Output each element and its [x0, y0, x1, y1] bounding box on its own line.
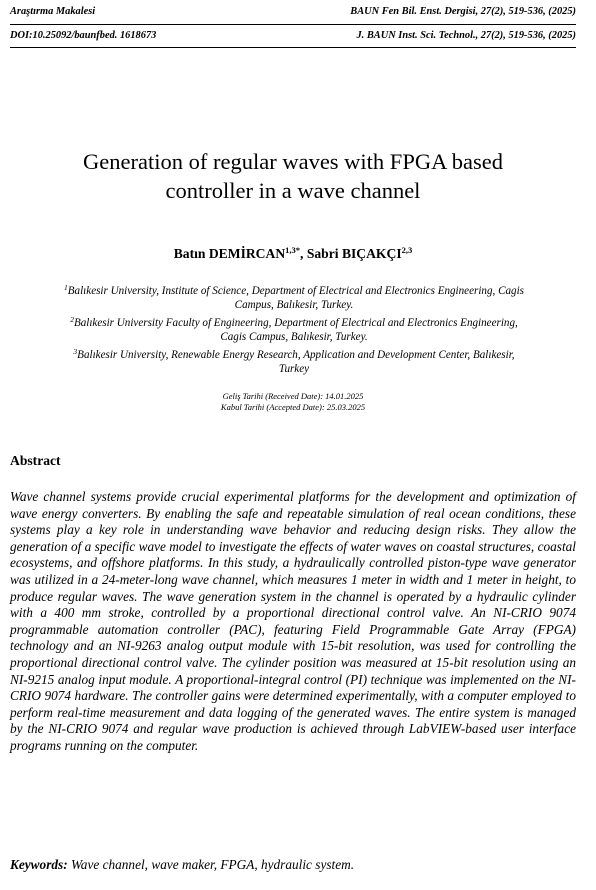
title-line-1: Generation of regular waves with FPGA based [83, 149, 503, 174]
affiliation-3-mark: 3 [73, 346, 78, 356]
author-1-name: Batın DEMİRCAN [173, 246, 286, 261]
article-type: Araştırma Makalesi [10, 6, 96, 17]
header-row-bottom [10, 30, 576, 44]
affiliation-2-mark: 2 [70, 314, 74, 324]
author-list [20, 245, 566, 262]
affiliation-1 [18, 281, 570, 313]
keywords-text: Wave channel, wave maker, FPGA, hydraulic system. [67, 857, 355, 872]
affiliation-1-mark: 1 [64, 283, 68, 292]
journal-citation-tr: BAUN Fen Bil. Enst. Dergisi, 27(2), 519-536, (2025) [350, 6, 576, 17]
author-1-affiliation-marks: 1,3* [285, 245, 301, 255]
affiliation-3 [18, 345, 570, 377]
header-divider-top [10, 24, 576, 25]
affiliation-3-line-2: Turkey [278, 363, 310, 376]
affiliation-2-line-1: Balıkesir University Faculty of Engineering, Department of Electrical and Electronics Engineering, [73, 316, 518, 329]
affiliation-1-line-1: Balıkesir University, Institute of Science, Department of Electrical and Electronics Engineering, Cagis [67, 285, 524, 297]
abstract-text: Wave channel systems provide crucial experimental platforms for the development and optimization of wave energy converters. By enabling the safe and repeatable simulation of real ocean conditions, these systems play a key role in understanding wave behavior and reducing design risks. They allow the generation of a specific wave model to investigate the effects of water waves on coastal structures, coastal ecosystems, and offshore platforms. In this study, a hydraulically controlled piston-type wave generator was utilized in a 24-meter-long wave channel, which measures 1 meter in width and 1 meter in height, to produce regular waves. The wave generation system in the channel is operated by a hydraulic cylinder with a 400 mm stroke, controlled by a proportional directional control valve. An NI-CRIO 9074 programmable automation controller (PAC), featuring Field Programmable Gate Array (FPGA) technology and an NI-9263 analog output module with 15-bit resolution, was used for controlling the proportional directional control valve. The cylinder position was measured at 15-bit resolution using an NI-9215 analog input module. A proportional-integral control (PI) technique was implemented on the NI-CRIO 9074 hardware. The controller gains were determined experimentally, with a computer employed to perform real-time measurement and data logging of the generated waves. The entire system is managed by the NI-CRIO 9074 and regular wave production is achieved through LabVIEW-based user interface programs running on the computer. [10, 489, 576, 753]
author-2-name: Sabri BIÇAKÇI [306, 246, 402, 261]
affiliation-2-line-2: Cagis Campus, Balıkesir, Turkey. [220, 331, 368, 344]
affiliation-1-line-2: Campus, Balıkesir, Turkey. [234, 299, 354, 312]
title-line-2: controller in a wave channel [165, 178, 421, 203]
submission-dates [0, 391, 586, 413]
doi: DOI:10.25092/baunfbed. 1618673 [10, 30, 157, 41]
author-separator: , [300, 246, 307, 261]
received-date: Geliş Tarihi (Received Date): 14.01.2025 [222, 391, 364, 401]
journal-citation-en: J. BAUN Inst. Sci. Technol., 27(2), 519-536, (2025) [356, 30, 576, 41]
header-divider-bottom [10, 47, 576, 48]
keywords [10, 857, 576, 873]
accepted-date: Kabul Tarihi (Accepted Date): 25.03.2025 [220, 402, 366, 412]
author-2-affiliation-marks: 2,3 [401, 245, 413, 255]
affiliation-3-line-1: Balıkesir University, Renewable Energy Research, Application and Development Center, Balıkesir, [77, 348, 515, 361]
paper-title [20, 147, 566, 205]
abstract-heading: Abstract [10, 453, 61, 468]
header-row-top [10, 6, 576, 20]
keywords-label: Keywords: [10, 857, 68, 872]
affiliation-2 [18, 313, 570, 345]
affiliations [18, 281, 570, 376]
